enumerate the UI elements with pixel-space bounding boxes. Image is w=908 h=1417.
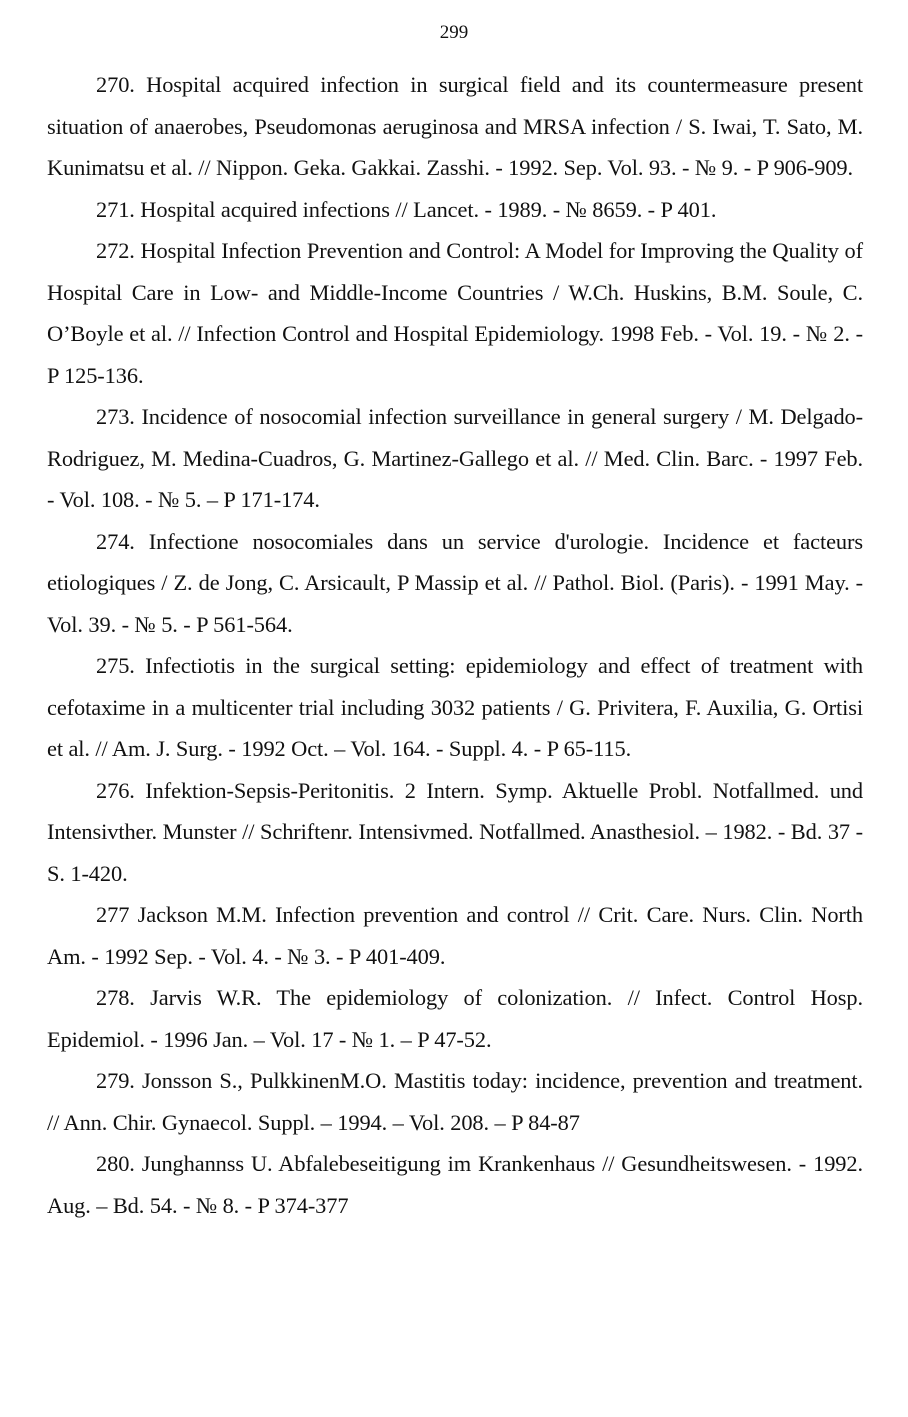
page-number: 299 <box>439 22 469 43</box>
reference-276: 276. Infektion-Sepsis-Peritonitis. 2 Intern. Symp. Aktuelle Probl. Notfallmed. und Intensivther. Munster // Schriftenr. Intensivmed. Notfallmed. Anasthesiol. – 1982. - Bd. 37 - S. 1-420. <box>47 777 863 886</box>
reference-list <box>47 64 863 1226</box>
reference-270: 270. Hospital acquired infection in surgical field and its countermeasure present situation of anaerobes, Pseudomonas aeruginosa and MRSA infection / S. Iwai, T. Sato, M. Kunimatsu et al. // Nippon. Geka. Gakkai. Zasshi. - 1992. Sep. Vol. 93. - № 9. - P 906-909. <box>47 72 863 180</box>
reference-273: 273. Incidence of nosocomial infection surveillance in general surgery / M. Delgado-Rodriguez, M. Medina-Cuadros, G. Martinez-Gallego et al. // Med. Clin. Barc. - 1997 Feb. - Vol. 108. - № 5. – P 171-174. <box>47 404 863 512</box>
reference-277: 277 Jackson M.M. Infection prevention and control // Crit. Care. Nurs. Clin. North Am. - 1992 Sep. - Vol. 4. - № 3. - P 401-409. <box>47 902 863 969</box>
reference-278: 278. Jarvis W.R. The epidemiology of colonization. // Infect. Control Hosp. Epidemiol. - 1996 Jan. – Vol. 17 - № 1. – P 47-52. <box>47 985 863 1052</box>
reference-275: 275. Infectiotis in the surgical setting: epidemiology and effect of treatment with cefotaxime in a multicenter trial including 3032 patients / G. Privitera, F. Auxilia, G. Ortisi et al. // Am. J. Surg. - 1992 Oct. – Vol. 164. - Suppl. 4. - P 65-115. <box>47 653 863 761</box>
reference-279: 279. Jonsson S., PulkkinenM.O. Mastitis today: incidence, prevention and treatment. // Ann. Chir. Gynaecol. Suppl. – 1994. – Vol. 208. – P 84-87 <box>47 1068 863 1135</box>
reference-271: 271. Hospital acquired infections // Lancet. - 1989. - № 8659. - P 401. <box>96 196 717 222</box>
reference-274: 274. Infectione nosocomiales dans un service d'urologie. Incidence et facteurs etiologiques / Z. de Jong, C. Arsicault, P Massip et al. // Pathol. Biol. (Paris). - 1991 May. - Vol. 39. - № 5. - P 561-564. <box>47 528 863 637</box>
reference-272: 272. Hospital Infection Prevention and Control: A Model for Improving the Quality of Hospital Care in Low- and Middle-Income Countries / W.Ch. Huskins, B.M. Soule, C. O’Boyle et al. // Infection Control and Hospital Epidemiology. 1998 Feb. - Vol. 19. - № 2. - P 125-136. <box>47 238 863 388</box>
reference-280: 280. Junghannss U. Abfalebeseitigung im Krankenhaus // Gesundheitswesen. - 1992. Aug. – Bd. 54. - № 8. - P 374-377 <box>47 1151 863 1218</box>
